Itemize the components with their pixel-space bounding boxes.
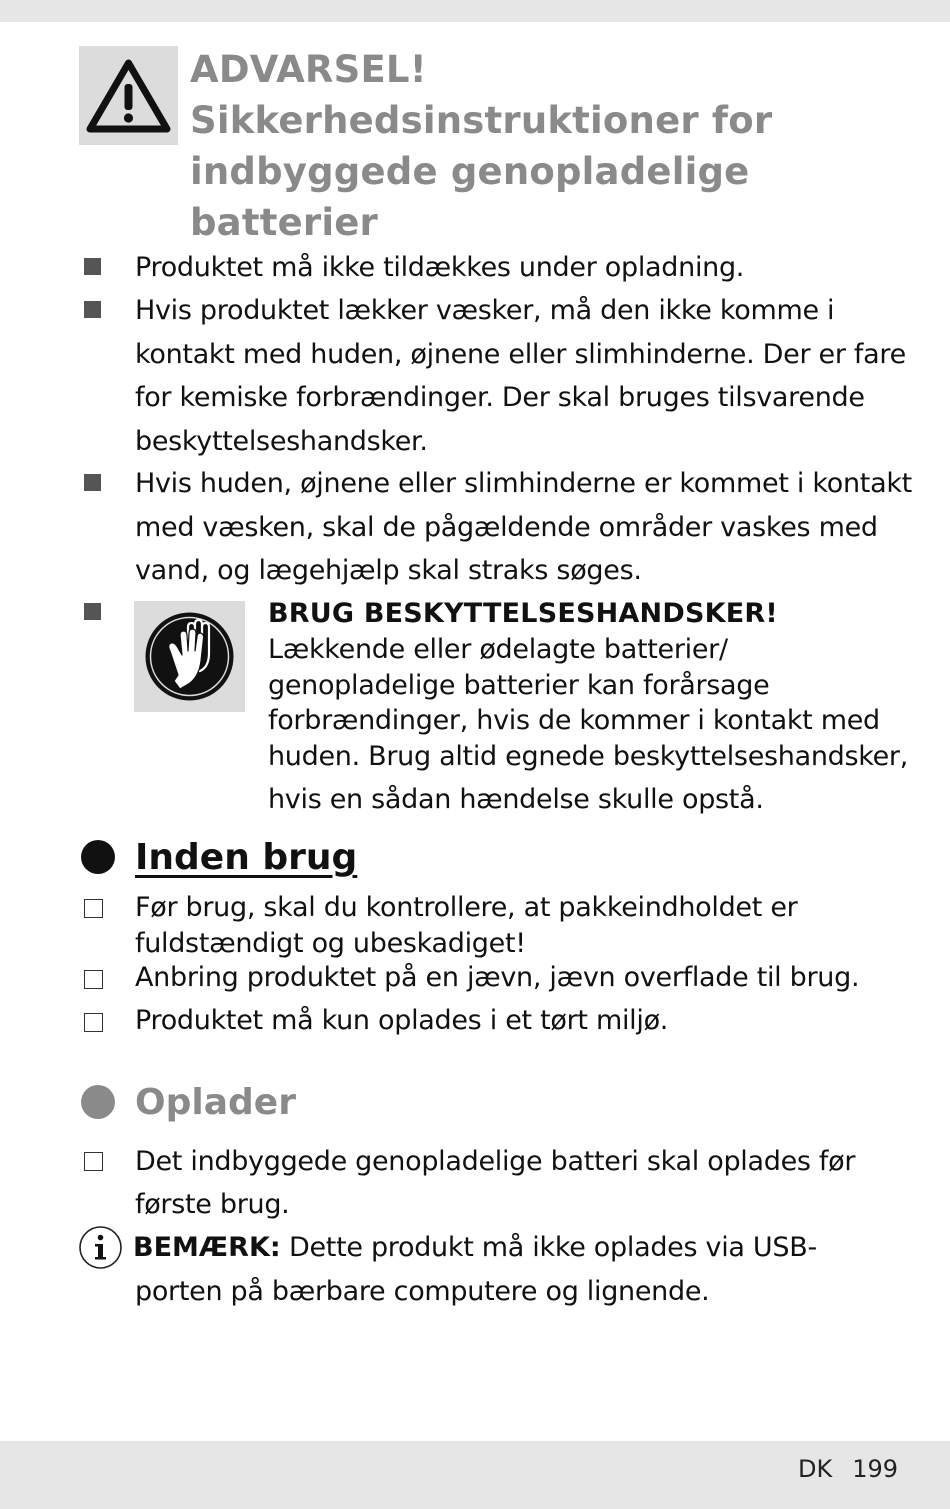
gloves-heading: BRUG BESKYTTELSESHANDSKER! <box>268 598 778 629</box>
bullet-text <box>135 246 925 290</box>
note-block <box>133 1226 933 1314</box>
section-title-charging: Oplader <box>135 1082 296 1123</box>
page-footer <box>798 1453 898 1485</box>
checklist-item <box>135 1003 925 1039</box>
gloves-line: hvis en sådan hændelse skulle opstå. <box>268 784 764 815</box>
note-text: Dette produkt må ikke oplades via USB- <box>280 1232 817 1263</box>
gloves-icon-box <box>134 601 245 712</box>
checklist-line: Anbring produktet på en jævn, jævn overflade til brug. <box>135 962 860 993</box>
checklist-line: fuldstændigt og ubeskadiget! <box>135 928 526 959</box>
checkbox-icon <box>84 1013 103 1032</box>
bullet-line: Produktet må ikke tildækkes under opladning. <box>135 252 745 283</box>
square-bullet-icon <box>84 258 101 275</box>
checklist-item <box>135 1140 925 1226</box>
gloves-warning-block <box>268 596 928 818</box>
info-icon <box>78 1225 123 1270</box>
checklist-item <box>135 890 925 962</box>
checklist-line: Det indbyggede genopladelige batteri skal oplades før <box>135 1146 856 1177</box>
square-bullet-icon <box>84 603 101 620</box>
bullet-line: beskyttelseshandsker. <box>135 425 428 457</box>
bullet-line: Hvis huden, øjnene eller slimhinderne er kommet i kontakt <box>135 468 912 499</box>
bullet-text <box>135 462 925 593</box>
checkbox-icon <box>84 970 103 989</box>
language-code: DK <box>798 1455 833 1483</box>
checklist-line: Før brug, skal du kontrollere, at pakkeindholdet er <box>135 892 798 923</box>
top-margin-band <box>0 0 950 22</box>
bullet-line: Hvis produktet lækker væsker, må den ikke komme i <box>135 295 835 326</box>
square-bullet-icon <box>84 474 101 491</box>
bullet-line: vand, og lægehjælp skal straks søges. <box>135 555 642 586</box>
checklist-line: første brug. <box>135 1189 290 1220</box>
warning-triangle-icon <box>79 46 178 145</box>
bullet-text <box>135 289 925 463</box>
gloves-line: genopladelige batterier kan forårsage <box>268 669 770 701</box>
warning-icon-box <box>79 46 178 145</box>
note-text: porten på bærbare computere og lignende. <box>135 1276 710 1307</box>
square-bullet-icon <box>84 301 101 318</box>
checklist-line: Produktet må kun oplades i et tørt miljø. <box>135 1005 669 1036</box>
warning-title-line: ADVARSEL! <box>190 48 427 91</box>
warning-title-line: indbyggede genopladelige <box>190 150 750 193</box>
gloves-line: forbrændinger, hvis de kommer i kontakt med <box>268 705 880 736</box>
bullet-line: kontakt med huden, øjnene eller slimhinderne. Der er fare <box>135 338 906 370</box>
warning-title-line: Sikkerhedsinstruktioner for <box>190 99 773 142</box>
gloves-line: huden. Brug altid egnede beskyttelseshandsker, <box>268 740 909 772</box>
checkbox-icon <box>84 899 103 918</box>
gloves-text <box>268 632 928 774</box>
section-title-before-use: Inden brug <box>135 837 358 878</box>
warning-title <box>190 44 920 248</box>
checkbox-icon <box>84 1152 103 1171</box>
gloves-line: Lækkende eller ødelagte batterier/ <box>268 634 728 665</box>
section-bullet-dot <box>81 1085 115 1119</box>
protective-gloves-icon <box>134 601 245 712</box>
note-label: BEMÆRK: <box>133 1232 281 1263</box>
warning-title-line: batterier <box>190 201 378 244</box>
bullet-line: med væsken, skal de pågældende områder vaskes med <box>135 511 878 543</box>
checklist-item <box>135 960 925 996</box>
page-number: 199 <box>852 1455 899 1483</box>
bullet-line: for kemiske forbrændinger. Der skal bruges tilsvarende <box>135 382 865 413</box>
section-bullet-dot <box>81 840 115 874</box>
